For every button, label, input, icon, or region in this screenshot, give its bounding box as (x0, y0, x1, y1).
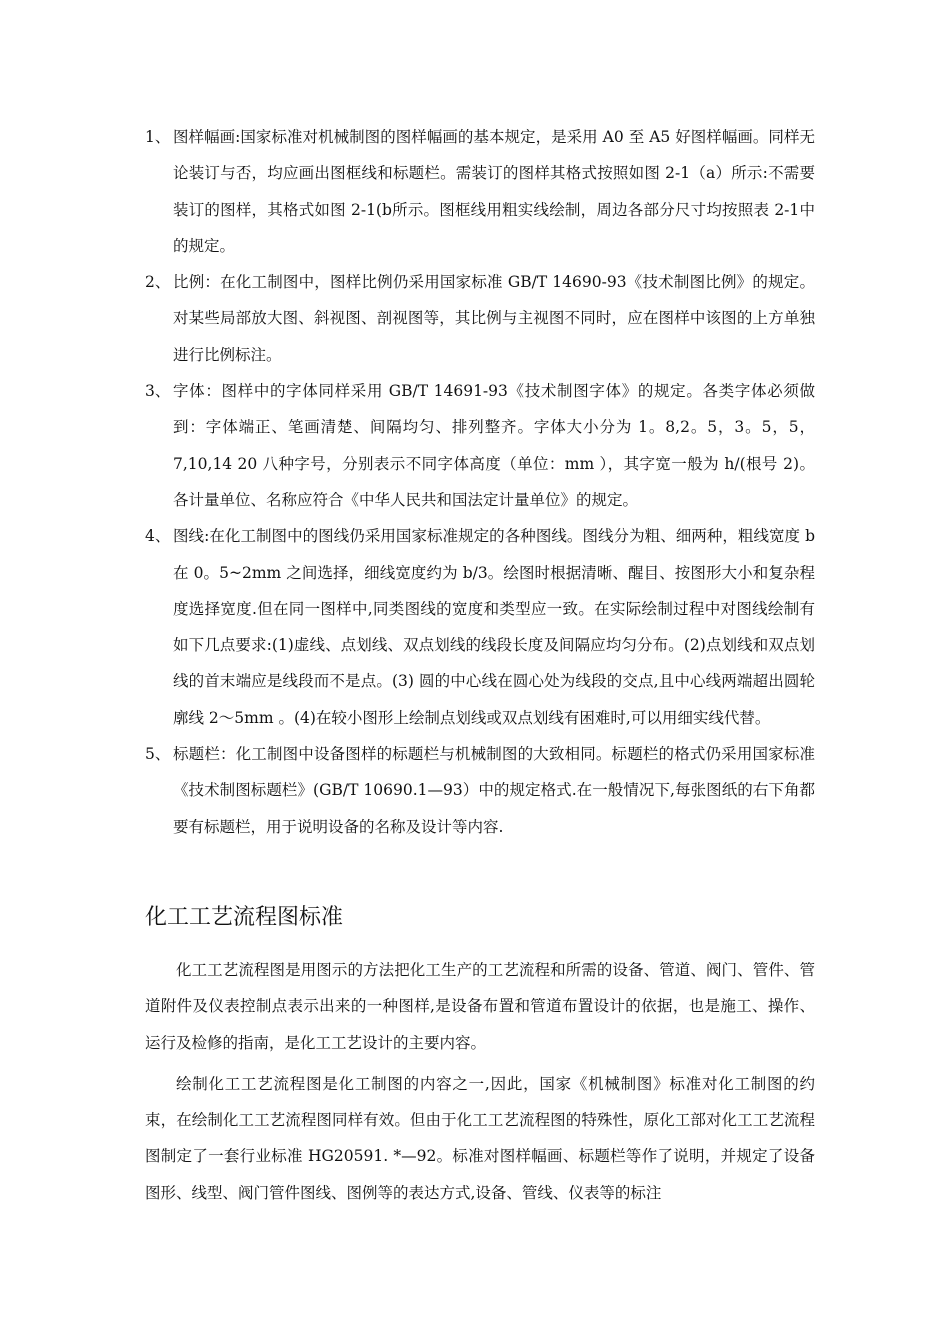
list-item (145, 373, 815, 518)
list-item (145, 264, 815, 373)
list-item-number: 1、 (145, 128, 171, 146)
list-item-text: 字体：图样中的字体同样采用 GB/T 14691-93《技术制图字体》的规定。各类字体必须做到：字体端正、笔画清楚、间隔均匀、排列整齐。字体大小分为 1。8,2。5，3。5，5，7,10,14 20 八种字号，分别表示不同字体高度（单位：mm ），其字宽一般为 h/(根号 2)。各计量单位、名称应符合《中华人民共和国法定计量单位》的规定。 (173, 382, 815, 509)
list-item (145, 518, 815, 736)
paragraph: 化工工艺流程图是用图示的方法把化工生产的工艺流程和所需的设备、管道、阀门、管件、管道附件及仪表控制点表示出来的一种图样,是设备布置和管道布置设计的依据，也是施工、操作、运行及检修的指南，是化工工艺设计的主要内容。 (145, 961, 815, 1052)
paragraph: 绘制化工工艺流程图是化工制图的内容之一,因此，国家《机械制图》标准对化工制图的约束，在绘制化工工艺流程图同样有效。但由于化工工艺流程图的特殊性，原化工部对化工工艺流程图制定了一套行业标准 HG20591. *—92。标准对图样幅画、标题栏等作了说明，并规定了设备图形、线型、阀门管件图线、图例等的表达方式,设备、管线、仪表等的标注 (145, 1074, 815, 1202)
list-item-number: 4、 (145, 527, 171, 546)
list-item (145, 736, 815, 845)
body-paragraphs (145, 952, 815, 1216)
list-item-text: 图线:在化工制图中的图线仍采用国家标准规定的各种图线。图线分为粗、细两种，粗线宽度 b 在 0。5~2mm 之间选择，细线宽度约为 b/3。绘图时根据清晰、醒目、按图形大小和复杂程度选择宽度.但在同一图样中,同类图线的宽度和类型应一致。在实际绘制过程中对图线绘制有如下几点要求:(1)虚线、点划线、双点划线的线段长度及间隔应均匀分布。(2)点划线和双点划线的首末端应是线段而不是点。(3) 圆的中心线在圆心处为线段的交点,且中心线两端超出圆轮廓线 2～5mm 。(4)在较小图形上绘制点划线或双点划线有困难时,可以用细实线代替。 (173, 527, 815, 727)
section-heading: 化工工艺流程图标准 (145, 905, 344, 930)
list-item-text: 标题栏：化工制图中设备图样的标题栏与机械制图的大致相同。标题栏的格式仍采用国家标准《技术制图标题栏》(GB/T 10690.1—93）中的规定格式.在一般情况下,每张图纸的右下角都要有标题栏，用于说明设备的名称及设计等内容. (173, 745, 815, 836)
list-item (145, 119, 815, 264)
list-item-text: 图样幅画:国家标准对机械制图的图样幅画的基本规定，是采用 A0 至 A5 好图样幅画。同样无论装订与否，均应画出图框线和标题栏。需装订的图样其格式按照如图 2-1（a）所示:不需要装订的图样，其格式如图 2-1(b所示。图框线用粗实线绘制，周边各部分尺寸均按照表 2-1中的规定。 (173, 128, 815, 255)
numbered-list (145, 119, 815, 845)
list-item-text: 比例：在化工制图中，图样比例仍采用国家标准 GB/T 14690-93《技术制图比例》的规定。对某些局部放大图、斜视图、剖视图等，其比例与主视图不同时，应在图样中该图的上方单独进行比例标注。 (173, 273, 815, 364)
list-item-number: 3、 (145, 382, 171, 401)
list-item-number: 2、 (145, 273, 171, 292)
list-item-number: 5、 (145, 745, 171, 764)
